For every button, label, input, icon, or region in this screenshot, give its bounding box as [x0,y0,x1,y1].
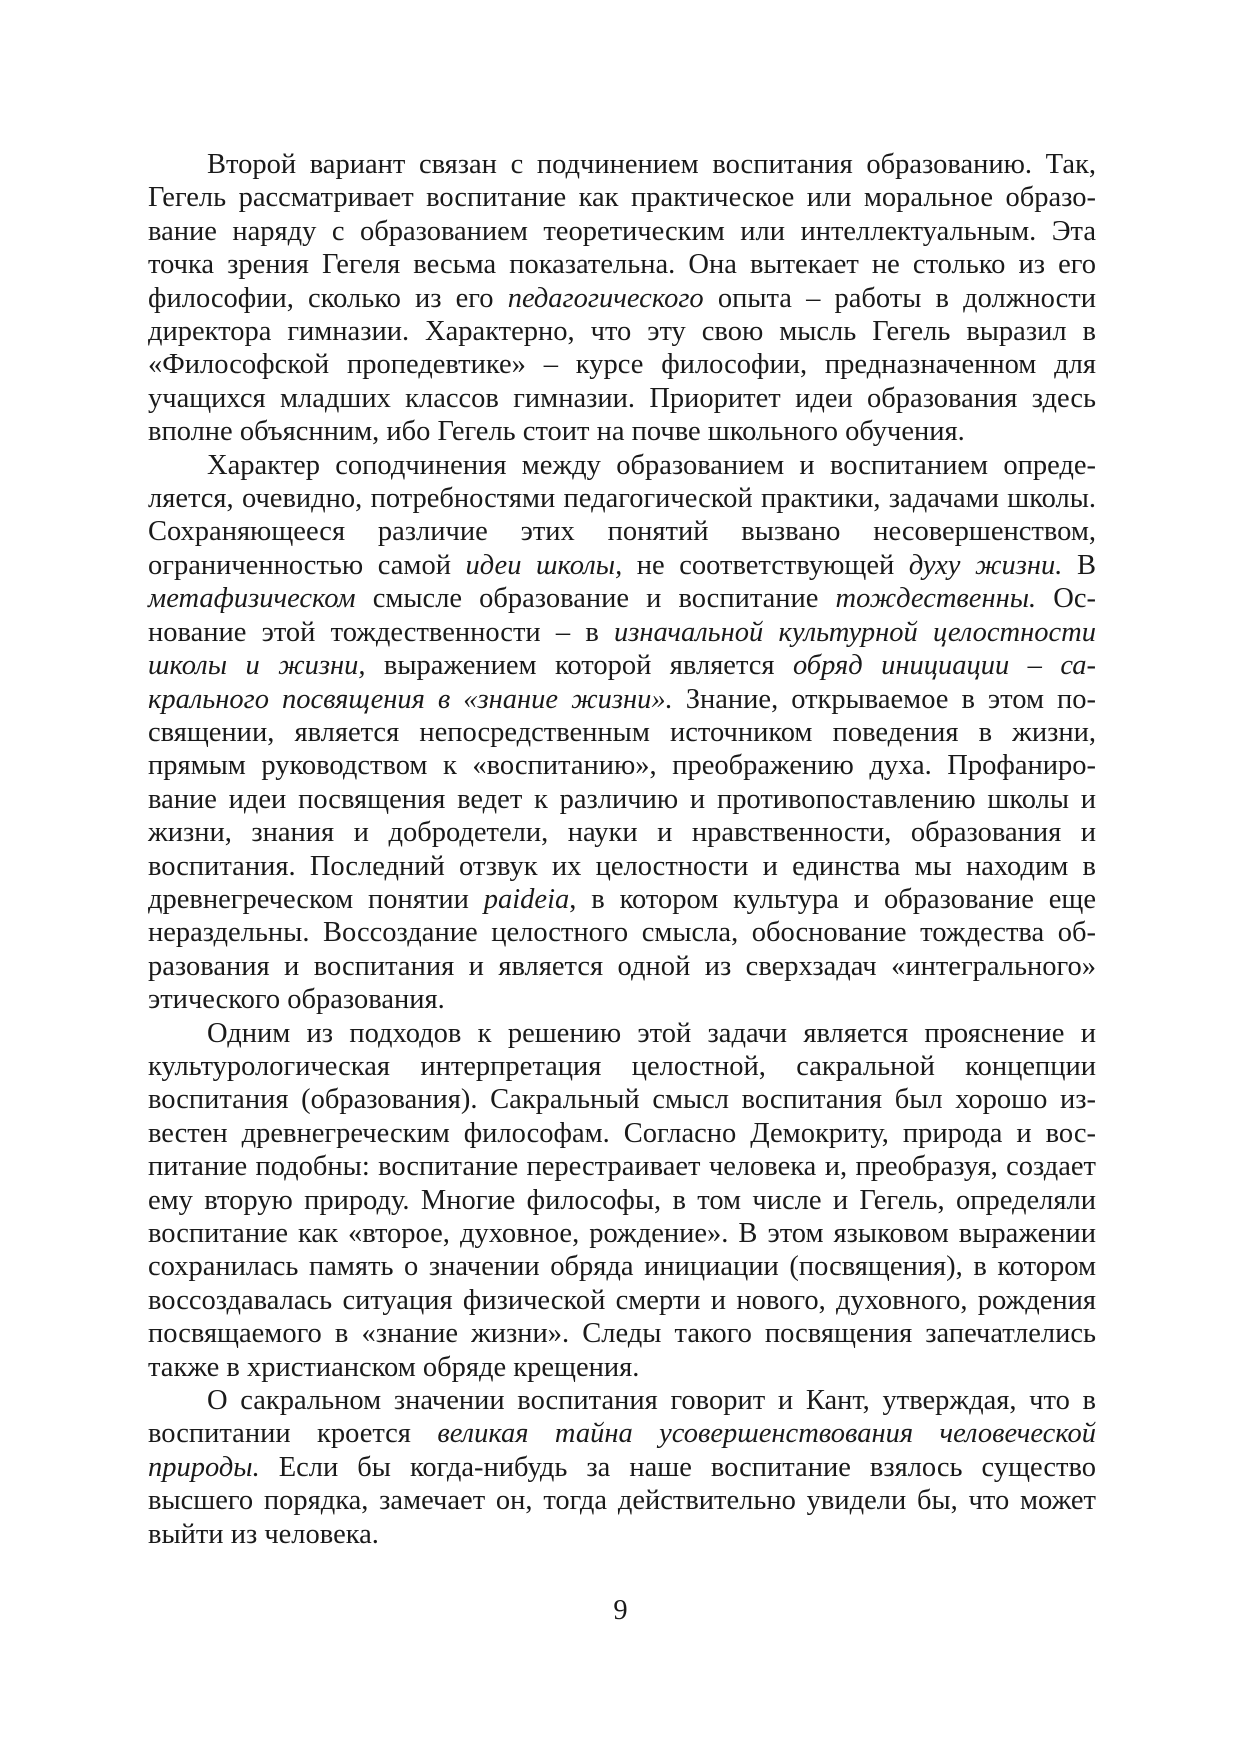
text-run: выражением которой является [365,650,793,682]
paragraph-2 [148,449,1096,1017]
text-run: О сакральном значении воспитания говорит и Кант, утверждая, что в воспитании кроется [148,1385,1096,1450]
italic-text-run: тождественны. [835,583,1037,615]
italic-text-run: изначальной культурной целостности школы и жизни, [148,616,1097,682]
italic-text-run: великая тайна усовершенствования человеческой природы. [148,1418,1096,1483]
paragraph-3 [148,1017,1096,1384]
text-run: опыта – работы в должности директора гимназии. Характерно, что эту свою мысль Гегель выразил в «Философской пропедевтике» – курсе философии, предназначенном для учащихся младших классов гимназии. Приоритет идеи образования здесь вполне объяснним, ибо Гегель стоит на почве школьного обучения. [148,282,1097,448]
text-run: смысле образование и воспитание [355,583,836,615]
italic-text-run: идеи школы, [465,549,623,581]
paragraph-4 [148,1384,1096,1551]
italic-text-run: метафизическом [148,583,356,615]
italic-text-run: обряд инициации – сакрального посвящения в «знание жизни». [148,650,1096,715]
italic-text-run: paideia [483,883,570,915]
italic-text-run: духу жизни. [908,549,1063,581]
text-run: Второй вариант связан с подчинением воспитания образованию. Так, Гегель рассматривает воспитание как практическое или моральное образование наряду с образованием теоретическим или интеллектуальным. Эта точка зрения Гегеля весьма показательна. Она вытекает не столько из его философии, сколько из его [148,149,1096,314]
paragraph-1 [148,148,1096,449]
text-run: не соответствующей [622,549,909,581]
body-text [148,148,1096,1551]
text-run: , в котором культура и образование еще нераздельны. Воссоздание целостного смысла, обоснование тождества образования и воспитания и является одной из сверхзадач «интегрального» этического образования. [148,883,1096,1016]
text-run: Знание, открываемое в этом посвящении, является непосредственным источником поведения в жизни, прямым руководством к «воспитанию», преображению духа. Профанирование идеи посвящения ведет к различию и противопоставлению школы и жизни, знания и добродетели, науки и нравственности, образования и воспитания. Последний отзвук их целостности и единства мы находим в древнегреческом понятии [148,683,1096,915]
italic-text-run: педагогического [507,282,704,314]
text-run: Если бы когда-нибудь за наше воспитание взялось существо высшего порядка, замечает он, тогда действительно увидели бы, что может выйти из человека. [148,1451,1096,1550]
text-run: Основание этой тождественности – в [148,583,1096,648]
page-number: 9 [613,1595,628,1626]
text-run: В [1062,549,1096,581]
text-run: Характер соподчинения между образованием и воспитанием определяется, очевидно, потребностями педагогической практики, задачами школы. Сохраняющееся различие этих понятий вызвано несовершенством, ограниченностью самой [148,449,1096,581]
text-run: Одним из подходов к решению этой задачи является прояснение и культурологическая интерпретация целостной, сакральной концепции воспитания (образования). Сакральный смысл воспитания был хорошо известен древнегреческим философам. Согласно Демокриту, природа и воспитание подобны: воспитание перестраивает человека и, преобразуя, создает ему вторую природу. Многие философы, в том числе и Гегель, определяли воспитание как «второе, духовное, рождение». В этом языковом выражении сохранилась память о значении обряда инициации (посвящения), в котором воссоздавалась ситуация физической смерти и нового, духовного, рождения посвящаемого в «знание жизни». Следы такого посвящения запечатлелись также в христианском обряде крещения. [148,1017,1096,1383]
